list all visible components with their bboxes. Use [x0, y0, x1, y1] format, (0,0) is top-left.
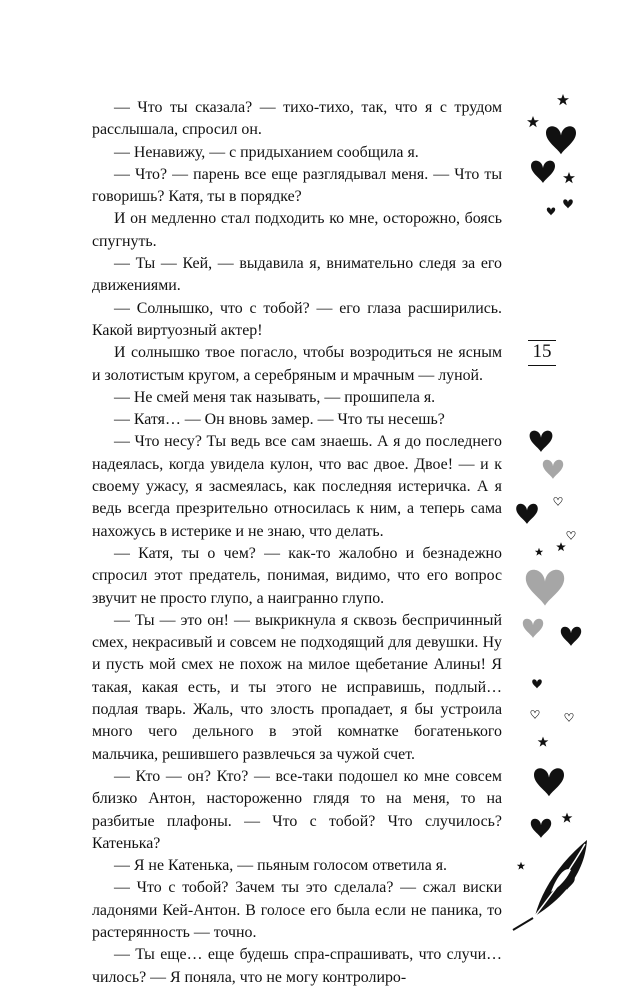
heart-icon [523, 619, 543, 638]
paragraph: — Кто — он? Кто? — все-таки подошел ко мне совсем близко Антон, настороженно глядя то на меня, то на разбитые плафоны. — Что с тобой? Что случилось? Катенька? [92, 767, 502, 852]
paragraph: — Я не Катенька, — пьяным голосом ответила я. [114, 857, 448, 875]
page-body-text [92, 97, 502, 989]
heart-icon [547, 208, 555, 216]
hearts-decoration [505, 80, 615, 940]
paragraph: — Не смей меня так называть, — прошипела я. [114, 388, 436, 406]
paragraph: — Ты — Кей, — выдавила я, внимательно следя за его движениями. [92, 255, 502, 295]
heart-outline-icon [554, 498, 562, 506]
paragraph: — Ты — это он! — выкрикнула я сквозь беспричинный смех, некрасивый и совсем не подходящий для девушки. Ну и пусть мой смех не похож на милое щебетание Алины! Я такая, какая есть, и ты этого не исправишь, подлый… подлая тварь. Жаль, что злость пропадает, я бы устроила много чего дельного в этой комнатке богатенького мальчика, решившего развлечься за чужой счет. [92, 611, 502, 763]
heart-outline-icon [531, 711, 539, 719]
star-icon [563, 172, 575, 183]
star-icon [535, 548, 543, 556]
star-icon [556, 542, 566, 551]
paragraph: — Что? — парень все еще разглядывал меня. — Что ты говоришь? Катя, ты в порядке? [92, 165, 502, 206]
page-number: 15 [528, 340, 556, 366]
paragraph: — Ненавижу, — с придыханием сообщила я. [114, 143, 419, 161]
star-icon [517, 862, 525, 870]
heart-icon [526, 570, 564, 606]
paragraph: И он медленно стал подходить ко мне, осторожно, боясь спугнуть. [92, 210, 502, 250]
star-icon [538, 737, 549, 747]
heart-outline-icon [567, 532, 575, 540]
paragraph: — Катя, ты о чем? — как-то жалобно и безнадежно спросил этот предатель, понимая, видимо, что его вопрос звучит не просто глупо, а наигранно глупо. [92, 544, 502, 607]
star-icon [562, 813, 573, 823]
heart-icon [530, 431, 553, 452]
heart-icon [531, 819, 551, 838]
heart-icon [531, 161, 555, 183]
paragraph: — Что ты сказала? — тихо-тихо, так, что я с трудом расслышала, спросил он. [92, 99, 502, 139]
heart-icon [546, 126, 576, 154]
paragraph: — Катя… — Он вновь замер. — Что ты несешь? [114, 411, 445, 429]
paragraph: И солнышко твое погасло, чтобы возродиться не ясным и золотистым кругом, а серебряным и мрачным — луной. [92, 344, 502, 384]
heart-icon [561, 627, 581, 646]
paragraph: — Что несу? Ты ведь все сам знаешь. А я до последнего надеялась, когда увидела кулон, что вас двое. Двое! — и к своему ужасу, я засмеялась, как последняя истеричка. А я ведь всегда презрительно относилась к ним, а теперь сама нахожусь в истерике и не знаю, что делать. [92, 433, 502, 540]
heart-icon [534, 768, 564, 796]
heart-icon [516, 504, 538, 524]
paragraph: — Солнышко, что с тобой? — его глаза расширились. Какой виртуозный актер! [92, 299, 502, 339]
heart-icon [563, 199, 573, 208]
heart-icon [543, 460, 563, 479]
leaf-icon [513, 840, 587, 930]
paragraph: — Ты еще… еще будешь спра-спрашивать, что случи… чилось? — Я поняла, что не могу контролиро- [92, 946, 502, 986]
paragraph: — Что с тобой? Зачем ты это сделала? — сжал виски ладонями Кей-Антон. В голосе его была если не паника, то растерянность — точно. [92, 879, 502, 941]
star-icon [557, 94, 569, 105]
heart-outline-icon [565, 714, 573, 722]
star-icon [527, 116, 539, 127]
heart-icon [532, 679, 542, 688]
